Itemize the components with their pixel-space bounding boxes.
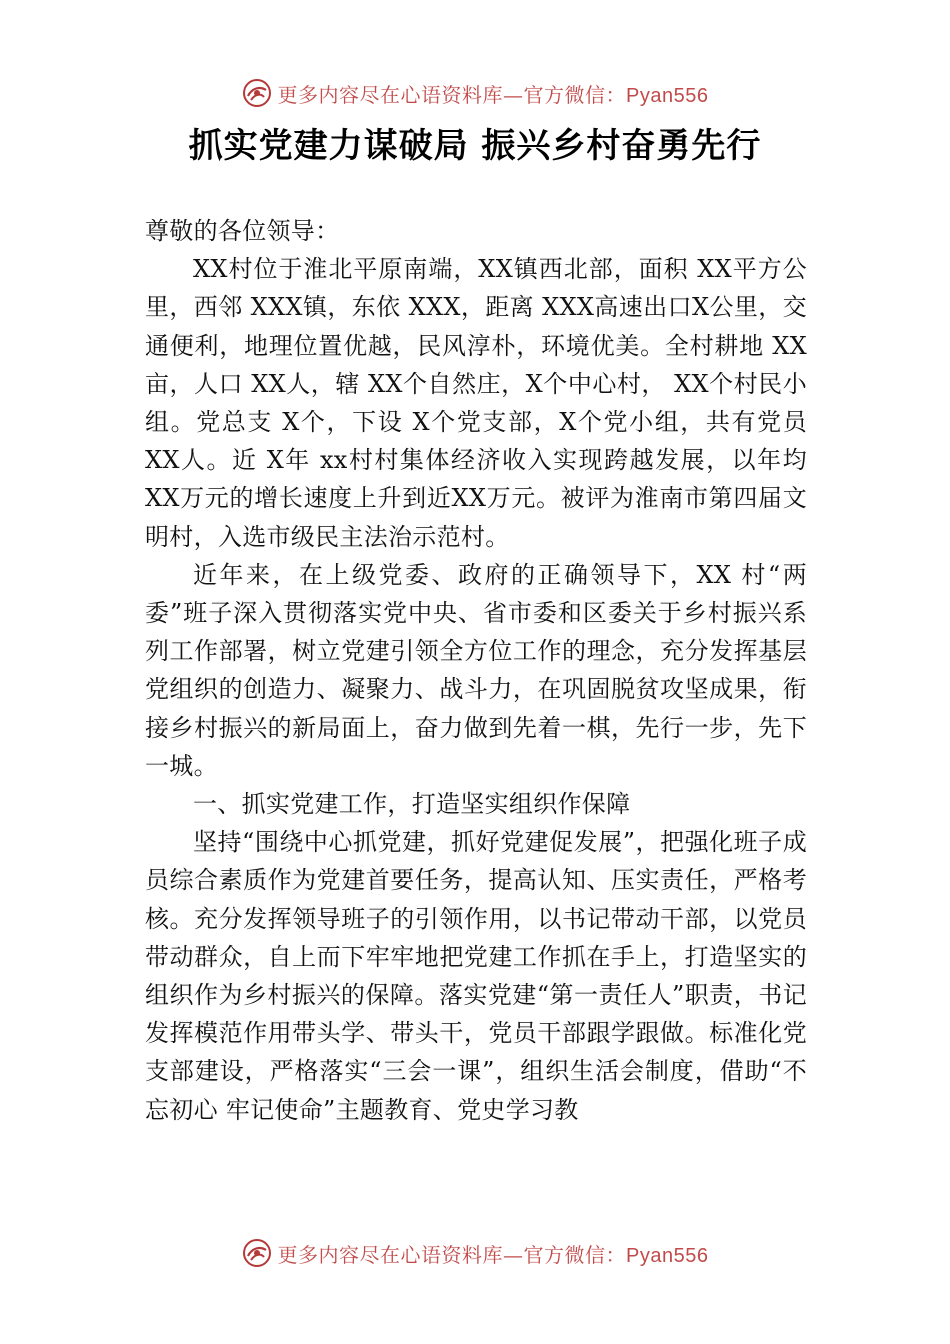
watermark-text: 更多内容尽在心语资料库—官方微信：Pyan556	[277, 1242, 709, 1267]
paragraph-party-building: 坚持“围绕中心抓党建，抓好党建促发展”，把强化班子成员综合素质作为党建首要任务，提高认知、压实责任，严格考核。充分发挥领导班子的引领作用，以书记带动干部，以党员带动群众，自上而下牢牢地把党建工作抓在手上，打造坚实的组织作为乡村振兴的保障。落实党建“第一责任人”职责，书记发挥模范作用带头学、带头干，党员干部跟学跟做。标准化党支部建设，严格落实“三会一课”，组织生活会制度，借助“不忘初心 牢记使命”主题教育、党史学习教	[145, 828, 807, 1124]
watermark-banner-bottom	[0, 1233, 950, 1273]
seal-logo-icon	[242, 78, 272, 108]
document-title: 抓实党建力谋破局 振兴乡村奋勇先行	[188, 126, 762, 166]
section-heading-1: 一、抓实党建工作，打造坚实组织作保障	[193, 790, 631, 819]
document-body	[145, 212, 807, 1129]
watermark-banner-top	[0, 73, 950, 113]
paragraph-village-intro: XX村位于淮北平原南端，XX镇西北部，面积 XX平方公里，西邻 XXX镇，东依 XXX，距离 XXX高速出口X公里，交通便利，地理位置优越，民风淳朴，环境优美。全村耕地 XX亩，人口 XX人，辖 XX个自然庄，X个中心村， XX个村民小组。党总支 X个，下设 X个党支部，X个党小组，共有党员 XX人。近 X年 xx村村集体经济收入实现跨越发展，以年均 XX万元的增长速度上升到近XX万元。被评为淮南市第四届文明村，入选市级民主法治示范村。	[145, 255, 807, 551]
salutation: 尊敬的各位领导：	[145, 217, 340, 245]
watermark-text: 更多内容尽在心语资料库—官方微信：Pyan556	[277, 82, 709, 107]
paragraph-recent-years: 近年来，在上级党委、政府的正确领导下，XX 村“两委”班子深入贯彻落实党中央、省市委和区委关于乡村振兴系列工作部署，树立党建引领全方位工作的理念，充分发挥基层党组织的创造力、凝聚力、战斗力，在巩固脱贫攻坚成果，衔接乡村振兴的新局面上，奋力做到先着一棋，先行一步，先下一城。	[145, 560, 807, 780]
seal-logo-icon	[242, 1238, 272, 1268]
